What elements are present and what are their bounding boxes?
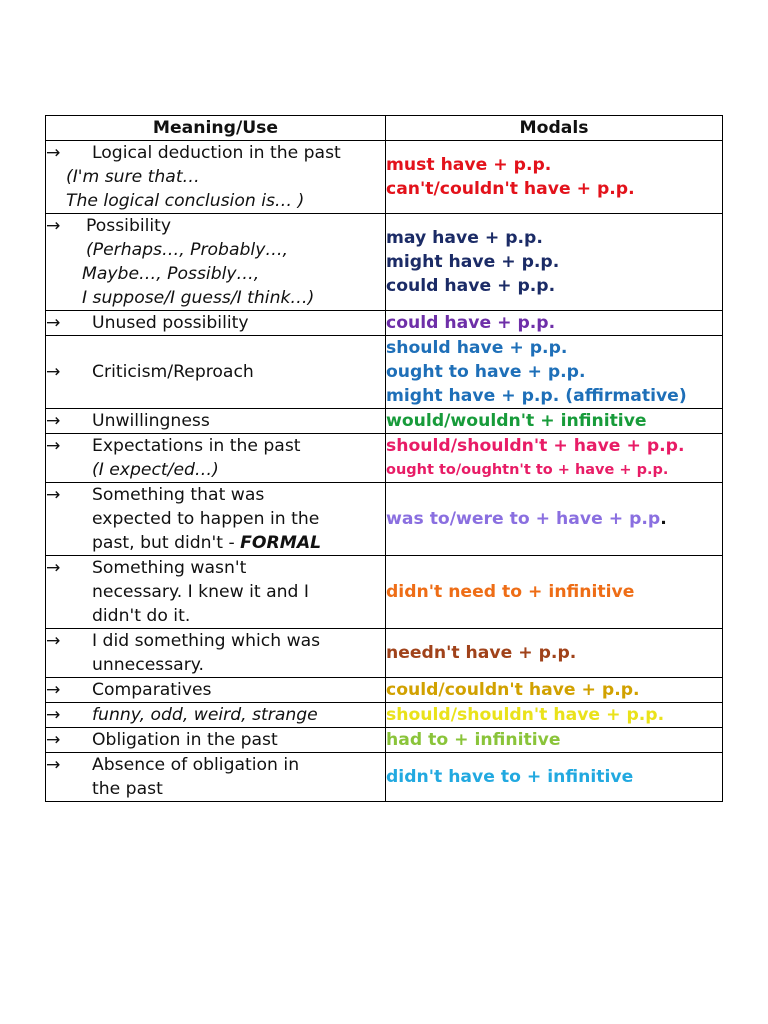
table-row (46, 629, 723, 678)
modals-cell (386, 434, 723, 483)
modals-cell (386, 753, 723, 802)
modals-cell (386, 141, 723, 214)
modal-form: could have + p.p. (386, 313, 556, 333)
modal-period: . (660, 509, 667, 529)
formal-label: FORMAL (240, 533, 322, 553)
modals-cell (386, 409, 723, 434)
modal-form: ought to have + p.p. (386, 362, 586, 382)
modal-form: ought to/oughtn't to + have + p.p. (386, 462, 669, 478)
use-cell (46, 678, 386, 703)
use-example: (Perhaps…, Probably…, (86, 240, 289, 260)
use-text: expected to happen in the (92, 509, 320, 529)
arrow-icon: → (46, 143, 61, 163)
use-cell (46, 434, 386, 483)
use-text: Unwillingness (92, 411, 210, 431)
modal-form: should have + p.p. (386, 338, 568, 358)
header-modals: Modals (386, 116, 723, 141)
modals-cell (386, 336, 723, 409)
use-cell (46, 336, 386, 409)
modal-form: should/shouldn't + have + p.p. (386, 436, 685, 456)
arrow-icon: → (46, 313, 61, 333)
modals-cell (386, 214, 723, 311)
arrow-icon: → (46, 411, 61, 431)
table-row (46, 678, 723, 703)
table-row (46, 556, 723, 629)
arrow-icon: → (46, 216, 61, 236)
use-text: Criticism/Reproach (92, 362, 254, 382)
use-example: (I expect/ed…) (92, 460, 219, 480)
use-cell (46, 483, 386, 556)
use-cell (46, 728, 386, 753)
use-text: Comparatives (92, 680, 212, 700)
use-cell (46, 556, 386, 629)
use-text: past, but didn't - (92, 533, 241, 553)
use-cell (46, 753, 386, 802)
modal-form: might have + p.p. (386, 252, 560, 272)
table-row (46, 483, 723, 556)
arrow-icon: → (46, 755, 61, 775)
modals-cell (386, 629, 723, 678)
use-text: Something wasn't (92, 558, 247, 578)
use-text: Logical deduction in the past (92, 143, 341, 163)
modal-form: must have + p.p. (386, 155, 552, 175)
modals-cell (386, 556, 723, 629)
modals-cell (386, 728, 723, 753)
table-row (46, 753, 723, 802)
use-text: the past (92, 779, 163, 799)
arrow-icon: → (46, 730, 61, 750)
modal-form: had to + infinitive (386, 730, 561, 750)
use-text: Expectations in the past (92, 436, 301, 456)
use-cell (46, 141, 386, 214)
use-example: I suppose/I guess/I think…) (82, 288, 315, 308)
use-text: necessary. I knew it and I (92, 582, 309, 602)
table-header-row (46, 116, 723, 141)
use-cell (46, 311, 386, 336)
modal-form: could have + p.p. (386, 276, 556, 296)
use-text: Unused possibility (92, 313, 249, 333)
table-row (46, 311, 723, 336)
modals-table (45, 115, 723, 802)
use-cell (46, 629, 386, 678)
use-text: Absence of obligation in (92, 755, 300, 775)
arrow-icon: → (46, 680, 61, 700)
table-row (46, 728, 723, 753)
modal-form: could/couldn't have + p.p. (386, 680, 640, 700)
modal-form: needn't have + p.p. (386, 643, 577, 663)
arrow-icon: → (46, 631, 61, 651)
modals-cell (386, 703, 723, 728)
table-row (46, 409, 723, 434)
table-row (46, 434, 723, 483)
modal-form: can't/couldn't have + p.p. (386, 179, 635, 199)
use-text: funny, odd, weird, strange (92, 705, 318, 725)
use-text: Possibility (86, 216, 172, 236)
header-meaning-use: Meaning/Use (46, 116, 386, 141)
modal-form: would/wouldn't + infinitive (386, 411, 647, 431)
use-example: Maybe…, Possibly…, (82, 264, 260, 284)
table-row (46, 141, 723, 214)
modal-form: didn't have to + infinitive (386, 767, 634, 787)
modal-form: was to/were to + have + p.p (386, 509, 661, 529)
use-text: Obligation in the past (92, 730, 278, 750)
use-example: (I'm sure that… (66, 167, 200, 187)
arrow-icon: → (46, 485, 61, 505)
use-text: Something that was (92, 485, 265, 505)
modals-cell (386, 311, 723, 336)
use-text: didn't do it. (92, 606, 191, 626)
modal-form: might have + p.p. (affirmative) (386, 386, 687, 406)
use-cell (46, 409, 386, 434)
use-example: The logical conclusion is… ) (66, 191, 305, 211)
table-row (46, 336, 723, 409)
use-cell (46, 703, 386, 728)
use-text: unnecessary. (92, 655, 204, 675)
modal-form: may have + p.p. (386, 228, 543, 248)
arrow-icon: → (46, 705, 61, 725)
arrow-icon: → (46, 436, 61, 456)
table-row (46, 214, 723, 311)
use-text: I did something which was (92, 631, 321, 651)
modals-cell (386, 483, 723, 556)
modal-form: didn't need to + infinitive (386, 582, 635, 602)
arrow-icon: → (46, 558, 61, 578)
use-cell (46, 214, 386, 311)
arrow-icon: → (46, 362, 61, 382)
modals-cell (386, 678, 723, 703)
table-row (46, 703, 723, 728)
modal-form: should/shouldn't have + p.p. (386, 705, 665, 725)
